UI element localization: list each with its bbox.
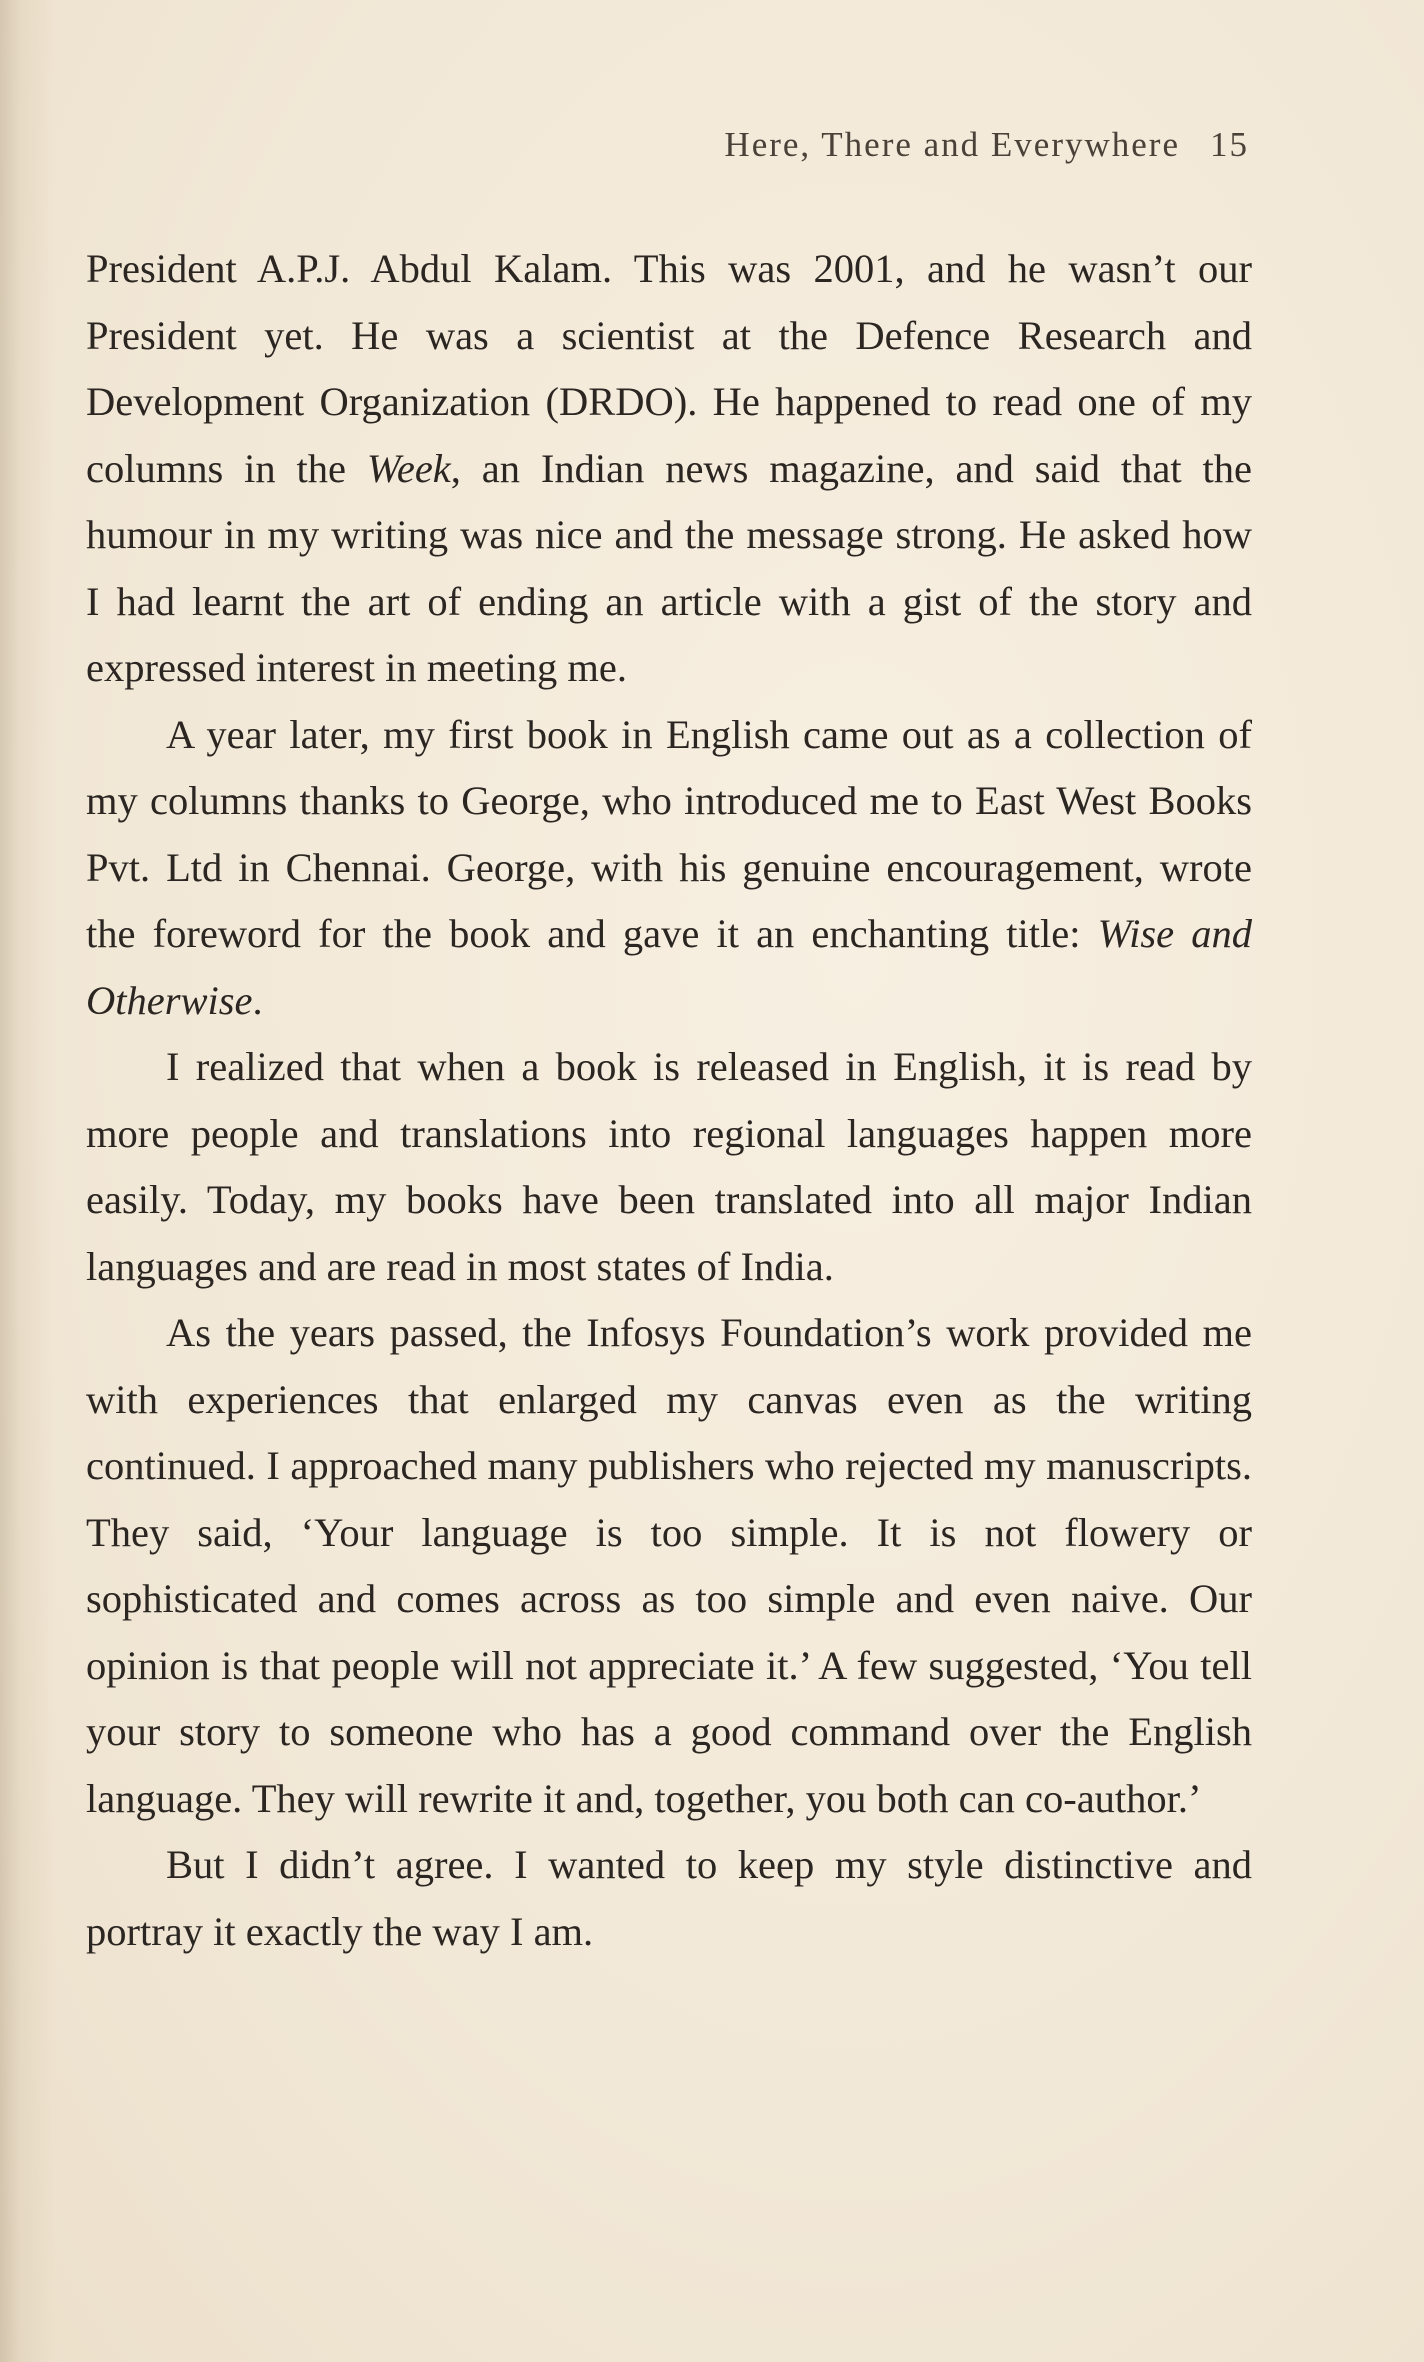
paragraph-1-text-continued: , an Indian news magazine, and said that the humour in my writing was nice and the message strong. He asked how I had learnt the art of ending an article with a gist of the story and expressed interest in meeting me. xyxy=(86,445,1252,690)
paragraph-2-text: A year later, my first book in English came out as a collection of my columns thanks to George, who introduced me to East West Books Pvt. Ltd in Chennai. George, with his genuine encouragement, wrote the foreword for the book and gave it an enchanting title: xyxy=(86,711,1252,956)
paragraph-5 xyxy=(86,1832,1252,1965)
chapter-title: Here, There and Everywhere xyxy=(724,125,1180,164)
page-number: 15 xyxy=(1210,125,1249,164)
magazine-title-italic: Week xyxy=(366,445,451,491)
paragraph-3 xyxy=(86,1034,1252,1300)
running-head xyxy=(724,125,1249,165)
paragraph-2-text-continued: . xyxy=(252,977,263,1023)
paragraph-2 xyxy=(86,702,1252,1035)
paragraph-5-text: But I didn’t agree. I wanted to keep my style distinctive and portray it exactly the way I am. xyxy=(86,1842,1252,1954)
paragraph-4-text: As the years passed, the Infosys Foundation’s work provided me with experiences that enlarged my canvas even as the writing continued. I approached many publishers who rejected my manuscripts. They said, ‘Your language is too simple. It is not flowery or sophisticated and comes across as too simple and even naive. Our opinion is that people will not appreciate it.’ A few suggested, ‘You tell your story to someone who has a good command over the English language. They will rewrite it and, together, you both can co-author.’ xyxy=(86,1310,1252,1821)
paragraph-1 xyxy=(86,236,1252,702)
paragraph-4 xyxy=(86,1300,1252,1832)
paragraph-3-text: I realized that when a book is released in English, it is read by more people and translations into regional languages happen more easily. Today, my books have been translated into all major Indian languages and are read in most states of India. xyxy=(86,1044,1252,1289)
paragraph-1-text: President A.P.J. Abdul Kalam. This was 2001, and he wasn’t our President yet. He was a scientist at the Defence Research and Development Organization (DRDO). He happened to read one of my columns in the xyxy=(86,246,1252,491)
book-title-italic: Wise and Otherwise xyxy=(86,911,1252,1023)
body-text xyxy=(86,236,1252,1965)
